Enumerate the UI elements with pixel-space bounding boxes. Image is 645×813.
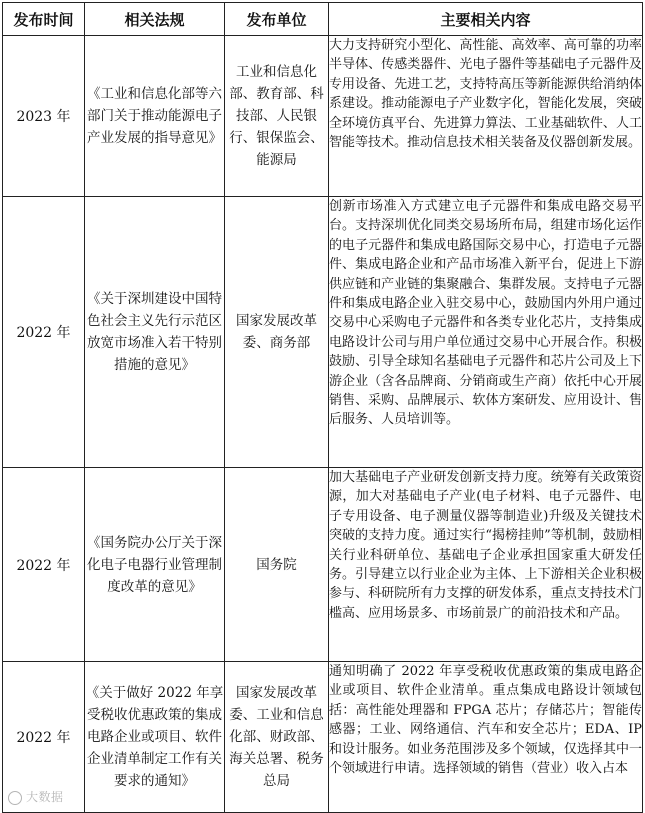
- header-issuer: 发布单位: [225, 3, 329, 36]
- cell-content: 加大基础电子产业研发创新支持力度。统筹有关政策资源，加大对基础电子产业(电子材料、电子元器件、电子专用设备、电子测量仪器等制造业)升级及关键技术突破的支持力度。通过实行“揭榜挂帅”等机制，鼓励相关行业科研单位、基础电子企业承担国家重大研发任务。引导建立以行业企业为主体、上下游相关企业积极参与、科研院所有力支撑的研发体系，重点支持技术门槛高、应用场景多、市场前景广的前沿技术和产品。: [329, 468, 643, 662]
- watermark-logo-icon: [8, 791, 22, 805]
- cell-issuer: 国家发展改革委、商务部: [225, 197, 329, 468]
- table-row: [3, 468, 643, 662]
- cell-issuer: 国家发展改革委、工业和信息化部、财政部、海关总署、税务总局: [225, 662, 329, 813]
- cell-law: 《关于做好 2022 年享受税收优惠政策的集成电路企业或项目、软件企业清单制定工作有关要求的通知》: [85, 662, 225, 813]
- cell-content: [329, 662, 643, 813]
- cell-year: 2022 年: [3, 468, 85, 662]
- table-row: [3, 662, 643, 813]
- cell-year: 2022 年: [3, 197, 85, 468]
- watermark-text: 大数据: [26, 790, 64, 804]
- table-row: [3, 197, 643, 468]
- cell-law: 《工业和信息化部等六部门关于推动能源电子产业发展的指导意见》: [85, 36, 225, 197]
- cell-law: 《国务院办公厅关于深化电子电器行业管理制度改革的意见》: [85, 468, 225, 662]
- table-row: [3, 36, 643, 197]
- cell-content-text: 通知明确了 2022 年享受税收优惠政策的集成电路企业或项目、软件企业清单。重点集成电路设计领域包括：高性能处理器和 FPGA 芯片；存储芯片；智能传感器；工业、网络通信、汽车和安全芯片；EDA、IP 和设计服务。如业务范围涉及多个领域，仅选择其中一个领域进行申请。选择领域的销售（营业）收入占本: [329, 664, 642, 777]
- policy-table: [2, 2, 643, 813]
- cell-issuer: 国务院: [225, 468, 329, 662]
- cell-law: 《关于深圳建设中国特色社会主义先行示范区放宽市场准入若干特别措施的意见》: [85, 197, 225, 468]
- cell-year: 2023 年: [3, 36, 85, 197]
- header-law: 相关法规: [85, 3, 225, 36]
- cell-issuer: 工业和信息化部、教育部、科技部、人民银行、银保监会、能源局: [225, 36, 329, 197]
- watermark: [8, 788, 64, 805]
- cell-content: 大力支持研究小型化、高性能、高效率、高可靠的功率半导体、传感类器件、光电子器件等基础电子元器件及专用设备、先进工艺，支持特高压等新能源供给消纳体系建设。推动能源电子产业数字化，智能化发展，突破全环境仿真平台、先进算力算法、工业基础软件、人工智能等技术。推动信息技术相关装备及仪器创新发展。: [329, 36, 643, 197]
- cell-year: 2022 年: [3, 662, 85, 813]
- cell-content: 创新市场准入方式建立电子元器件和集成电路交易平台。支持深圳优化同类交易场所布局，组建市场化运作的电子元器件和集成电路国际交易中心，打造电子元器件、集成电路企业和产品市场准入新平台，促进上下游供应链和产业链的集聚融合、集群发展。支持电子元器件和集成电路企业入驻交易中心，鼓励国内外用户通过交易中心采购电子元器件和各类专业化芯片，支持集成电路设计公司与用户单位通过交易中心开展合作。积极鼓励、引导全球知名基础电子元器件和芯片公司及上下游企业（含各品牌商、分销商或生产商）依托中心开展销售、采购、品牌展示、软体方案研发、应用设计、售后服务、人员培训等。: [329, 197, 643, 468]
- header-year: 发布时间: [3, 3, 85, 36]
- header-content: 主要相关内容: [329, 3, 643, 36]
- header-row: [3, 3, 643, 36]
